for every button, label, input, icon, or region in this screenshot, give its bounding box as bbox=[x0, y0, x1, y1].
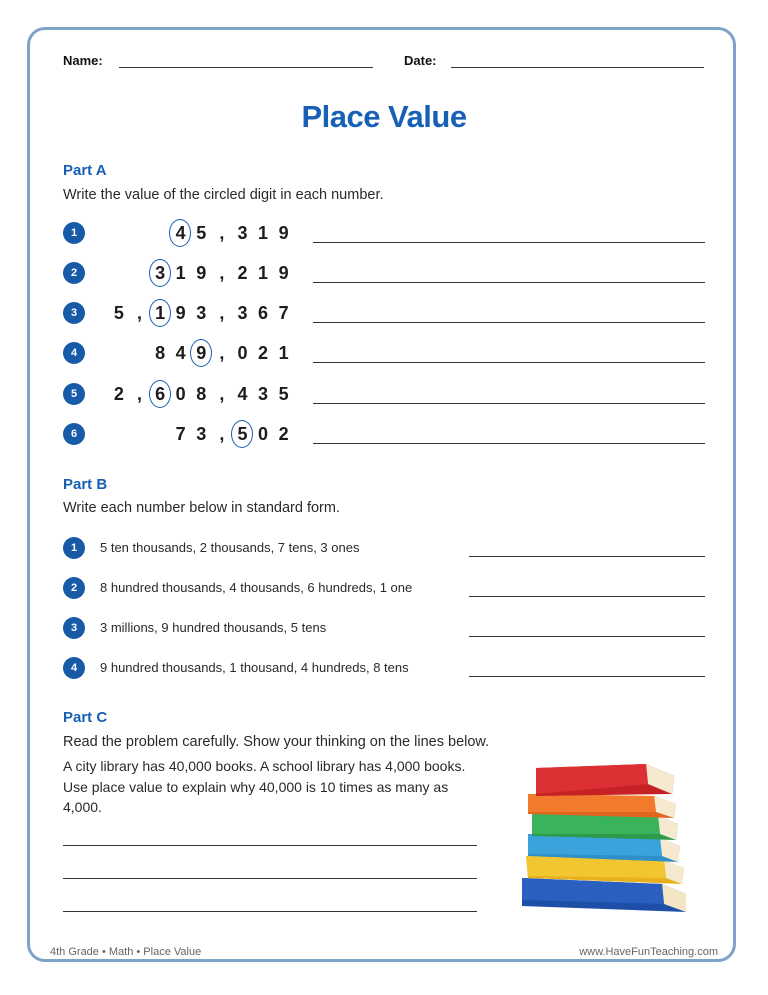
digit: 4 bbox=[237, 384, 248, 404]
question-number-badge: 1 bbox=[63, 537, 85, 559]
page-title: Place Value bbox=[301, 99, 467, 134]
answer-line[interactable] bbox=[469, 636, 705, 637]
digit: 7 bbox=[175, 424, 186, 444]
answer-line[interactable] bbox=[313, 443, 705, 444]
digit: 8 bbox=[155, 343, 166, 363]
answer-line-1[interactable] bbox=[63, 845, 477, 846]
digit: , bbox=[136, 303, 142, 323]
question-number-badge: 3 bbox=[63, 617, 85, 639]
number-display bbox=[170, 223, 294, 244]
question-number-badge: 4 bbox=[63, 342, 85, 364]
digit: 8 bbox=[196, 384, 207, 404]
date-label: Date: bbox=[404, 53, 437, 68]
digit: 9 bbox=[196, 263, 207, 283]
digit: , bbox=[219, 303, 225, 323]
circled-digit: 3 bbox=[150, 263, 171, 284]
number-display bbox=[150, 343, 294, 364]
part-c-title: Part C bbox=[63, 709, 108, 726]
digit: 2 bbox=[258, 343, 269, 363]
digit: 3 bbox=[237, 303, 248, 323]
part-b-question-text: 9 hundred thousands, 1 thousand, 4 hundreds, 8 tens bbox=[100, 660, 409, 675]
part-b-question-text: 5 ten thousands, 2 thousands, 7 tens, 3 ones bbox=[100, 540, 360, 555]
digit: 2 bbox=[278, 424, 289, 444]
digit: 9 bbox=[278, 263, 289, 283]
digit: 4 bbox=[175, 343, 186, 363]
footer-course-label: 4th Grade • Math • Place Value bbox=[50, 946, 202, 958]
circled-digit: 1 bbox=[150, 303, 171, 324]
answer-line[interactable] bbox=[469, 596, 705, 597]
name-label: Name: bbox=[63, 53, 103, 68]
digit: , bbox=[219, 384, 225, 404]
circled-digit: 4 bbox=[170, 223, 191, 244]
digit: , bbox=[136, 384, 142, 404]
part-a-instruction: Write the value of the circled digit in each number. bbox=[63, 187, 384, 203]
circled-digit: 5 bbox=[232, 424, 253, 445]
digit: 1 bbox=[258, 263, 269, 283]
question-number-badge: 4 bbox=[63, 657, 85, 679]
digit-circle-icon bbox=[149, 259, 171, 287]
number-display bbox=[109, 384, 294, 405]
answer-line[interactable] bbox=[469, 676, 705, 677]
digit: 0 bbox=[258, 424, 269, 444]
question-number-badge: 3 bbox=[63, 302, 85, 324]
footer-website: www.HaveFunTeaching.com bbox=[579, 946, 718, 958]
part-b-question-text: 8 hundred thousands, 4 thousands, 6 hundreds, 1 one bbox=[100, 580, 413, 595]
digit: , bbox=[219, 223, 225, 243]
answer-line-2[interactable] bbox=[63, 878, 477, 879]
digit: 3 bbox=[237, 223, 248, 243]
part-b-question-text: 3 millions, 9 hundred thousands, 5 tens bbox=[100, 620, 327, 635]
digit: 5 bbox=[196, 223, 207, 243]
digit: 3 bbox=[196, 424, 207, 444]
digit: 5 bbox=[113, 303, 124, 323]
part-c-problem: A city library has 40,000 books. A school library has 4,000 books. Use place value to explain why 40,000 is 10 times as many as 4,000. bbox=[63, 758, 466, 815]
answer-line[interactable] bbox=[313, 322, 705, 323]
book-orange-icon bbox=[528, 794, 676, 818]
digit: 9 bbox=[278, 223, 289, 243]
number-display bbox=[150, 263, 294, 284]
answer-line[interactable] bbox=[313, 282, 705, 283]
question-number-badge: 2 bbox=[63, 262, 85, 284]
answer-line-3[interactable] bbox=[63, 911, 477, 912]
part-b-instruction: Write each number below in standard form. bbox=[63, 500, 340, 516]
circled-digit: 9 bbox=[191, 343, 212, 364]
digit-circle-icon bbox=[231, 420, 253, 448]
number-display bbox=[170, 424, 294, 445]
stack-of-books-icon bbox=[514, 760, 694, 920]
book-red-icon bbox=[536, 764, 674, 796]
digit: 3 bbox=[196, 303, 207, 323]
part-c-instruction: Read the problem carefully. Show your thinking on the lines below. bbox=[63, 734, 490, 750]
question-number-badge: 2 bbox=[63, 577, 85, 599]
digit: 0 bbox=[175, 384, 186, 404]
digit: 0 bbox=[237, 343, 248, 363]
answer-line[interactable] bbox=[313, 403, 705, 404]
digit-circle-icon bbox=[149, 380, 171, 408]
digit: 1 bbox=[175, 263, 186, 283]
digit: 5 bbox=[278, 384, 289, 404]
digit: 3 bbox=[258, 384, 269, 404]
answer-line[interactable] bbox=[313, 362, 705, 363]
question-number-badge: 5 bbox=[63, 383, 85, 405]
date-field[interactable] bbox=[451, 67, 704, 68]
question-number-badge: 1 bbox=[63, 222, 85, 244]
digit-circle-icon bbox=[190, 339, 212, 367]
digit: 7 bbox=[278, 303, 289, 323]
answer-line[interactable] bbox=[469, 556, 705, 557]
digit: 6 bbox=[258, 303, 269, 323]
question-number-badge: 6 bbox=[63, 423, 85, 445]
digit: , bbox=[219, 424, 225, 444]
digit-circle-icon bbox=[149, 299, 171, 327]
digit: 1 bbox=[258, 223, 269, 243]
digit: 1 bbox=[278, 343, 289, 363]
digit: 9 bbox=[175, 303, 186, 323]
part-a-title: Part A bbox=[63, 162, 107, 179]
part-b-title: Part B bbox=[63, 476, 108, 493]
answer-line[interactable] bbox=[313, 242, 705, 243]
digit-circle-icon bbox=[169, 219, 191, 247]
digit: 2 bbox=[113, 384, 124, 404]
digit: , bbox=[219, 263, 225, 283]
digit: , bbox=[219, 343, 225, 363]
digit: 2 bbox=[237, 263, 248, 283]
name-field[interactable] bbox=[119, 67, 373, 68]
book-green-icon bbox=[532, 814, 678, 840]
circled-digit: 6 bbox=[150, 384, 171, 405]
number-display bbox=[109, 303, 294, 324]
